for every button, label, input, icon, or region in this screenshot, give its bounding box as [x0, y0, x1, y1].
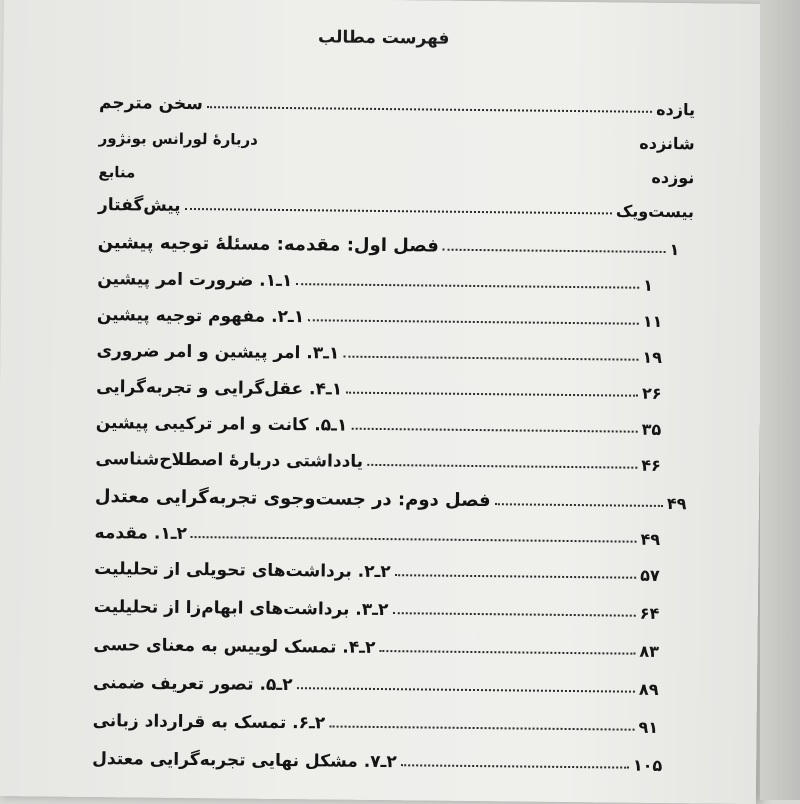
toc-entry — [91, 439, 665, 475]
toc-entry — [92, 331, 666, 367]
entry-page: ۸۳ — [639, 641, 660, 661]
entry-page: ۴۹ — [666, 494, 687, 514]
entry-label: سخن مترجم — [98, 93, 204, 115]
leader-dots — [329, 724, 634, 730]
toc-entry — [94, 185, 694, 221]
toc-entry — [93, 295, 667, 331]
entry-page: ۴۹ — [640, 529, 661, 549]
entry-page: ۱ — [669, 240, 680, 260]
entry-label: ۲ـ۵. تصور تعریف ضمنی — [92, 673, 293, 696]
page-title: فهرست مطالب — [317, 27, 450, 49]
toc-entry — [88, 739, 662, 775]
leader-dots — [395, 573, 636, 579]
entry-label: ۲ـ۲. برداشت‌های تحویلی از تحلیلیت — [94, 559, 391, 583]
toc-entry — [89, 663, 663, 699]
leader-spacer — [286, 140, 636, 147]
entry-label: ۲ـ۱. مقدمه — [94, 523, 188, 544]
entry-label: منابع — [98, 163, 136, 182]
leader-dots — [191, 535, 637, 543]
entry-label: ۲ـ۷. مشکل نهایی تجربه‌گرایی معتدل — [92, 749, 397, 773]
toc-entry — [94, 223, 694, 259]
leader-dots — [346, 391, 638, 397]
entry-label: ۲ـ۶. تمسک به قرارداد زبانی — [92, 711, 326, 734]
entry-page: ۱۰۵ — [632, 755, 663, 775]
leader-dots — [367, 463, 637, 469]
entry-page: ۵۷ — [640, 565, 660, 585]
entry-page: نوزده — [651, 167, 695, 188]
entry-label: ۱ـ۳. امر پیشین و امر ضروری — [96, 341, 340, 364]
entry-page: ۶۴ — [639, 603, 660, 623]
entry-label: ۱ـ۲. مفهوم توجیه پیشین — [96, 305, 305, 328]
entry-label: ۱ـ۵. کانت و امر ترکیبی پیشین — [95, 413, 348, 436]
entry-page: ۱۹ — [642, 347, 663, 367]
toc-entry — [90, 513, 664, 549]
leader-dots — [379, 649, 635, 655]
entry-label: ۲ـ۳. برداشت‌های ابهام‌زا از تحلیلیت — [93, 597, 389, 621]
entry-page: شانزده — [639, 133, 695, 154]
entry-label: فصل اول: مقدمه: مسئلهٔ توجیه پیشین — [97, 232, 439, 257]
leader-spacer — [163, 173, 647, 181]
entry-page: ۱۱ — [642, 311, 663, 331]
leader-dots — [296, 282, 639, 289]
toc-entry — [95, 83, 695, 119]
leader-dots — [401, 763, 629, 768]
entry-label: دربارهٔ لورانس بونژور — [98, 129, 258, 149]
toc-entry — [89, 701, 663, 737]
entry-page: یازده — [656, 99, 696, 120]
page-edge-shadow — [760, 0, 800, 800]
leader-dots — [351, 427, 637, 433]
entry-label: فصل دوم: در جست‌وجوی تجربه‌گرایی معتدل — [94, 486, 491, 512]
toc-entry — [92, 403, 666, 439]
entry-page: ۲۶ — [641, 383, 662, 403]
entry-label: پیش‌گفتار — [97, 195, 181, 216]
entry-label: ۱ـ۱. ضرورت امر پیشین — [97, 269, 293, 292]
entry-page: ۱ — [643, 275, 654, 295]
leader-dots — [207, 105, 652, 113]
entry-page: ۸۹ — [638, 679, 659, 699]
leader-dots — [495, 502, 663, 507]
entry-page: ۹۱ — [638, 717, 659, 737]
toc-entry — [90, 549, 664, 585]
leader-dots — [343, 355, 638, 361]
leader-dots — [185, 207, 612, 214]
toc-entry — [91, 477, 691, 513]
leader-dots — [308, 318, 639, 324]
entry-page: ۳۵ — [641, 419, 662, 439]
toc-entry — [92, 367, 666, 403]
leader-dots — [392, 611, 635, 617]
toc-entry — [94, 151, 694, 187]
toc-entry — [95, 117, 695, 153]
entry-label: ۱ـ۴. عقل‌گرایی و تجربه‌گرایی — [96, 377, 343, 400]
entry-page: بیست‌ویک — [615, 201, 695, 222]
toc-entry — [90, 587, 664, 623]
toc-entry — [89, 625, 663, 661]
entry-label: یادداشتی دربارهٔ اصطلاح‌شناسی — [95, 449, 364, 472]
entry-label: ۲ـ۴. تمسک لوییس به معنای حسی — [93, 635, 376, 658]
leader-dots — [297, 686, 635, 693]
leader-dots — [443, 248, 666, 253]
toc-entry — [93, 259, 667, 295]
entry-page: ۴۶ — [641, 455, 661, 475]
